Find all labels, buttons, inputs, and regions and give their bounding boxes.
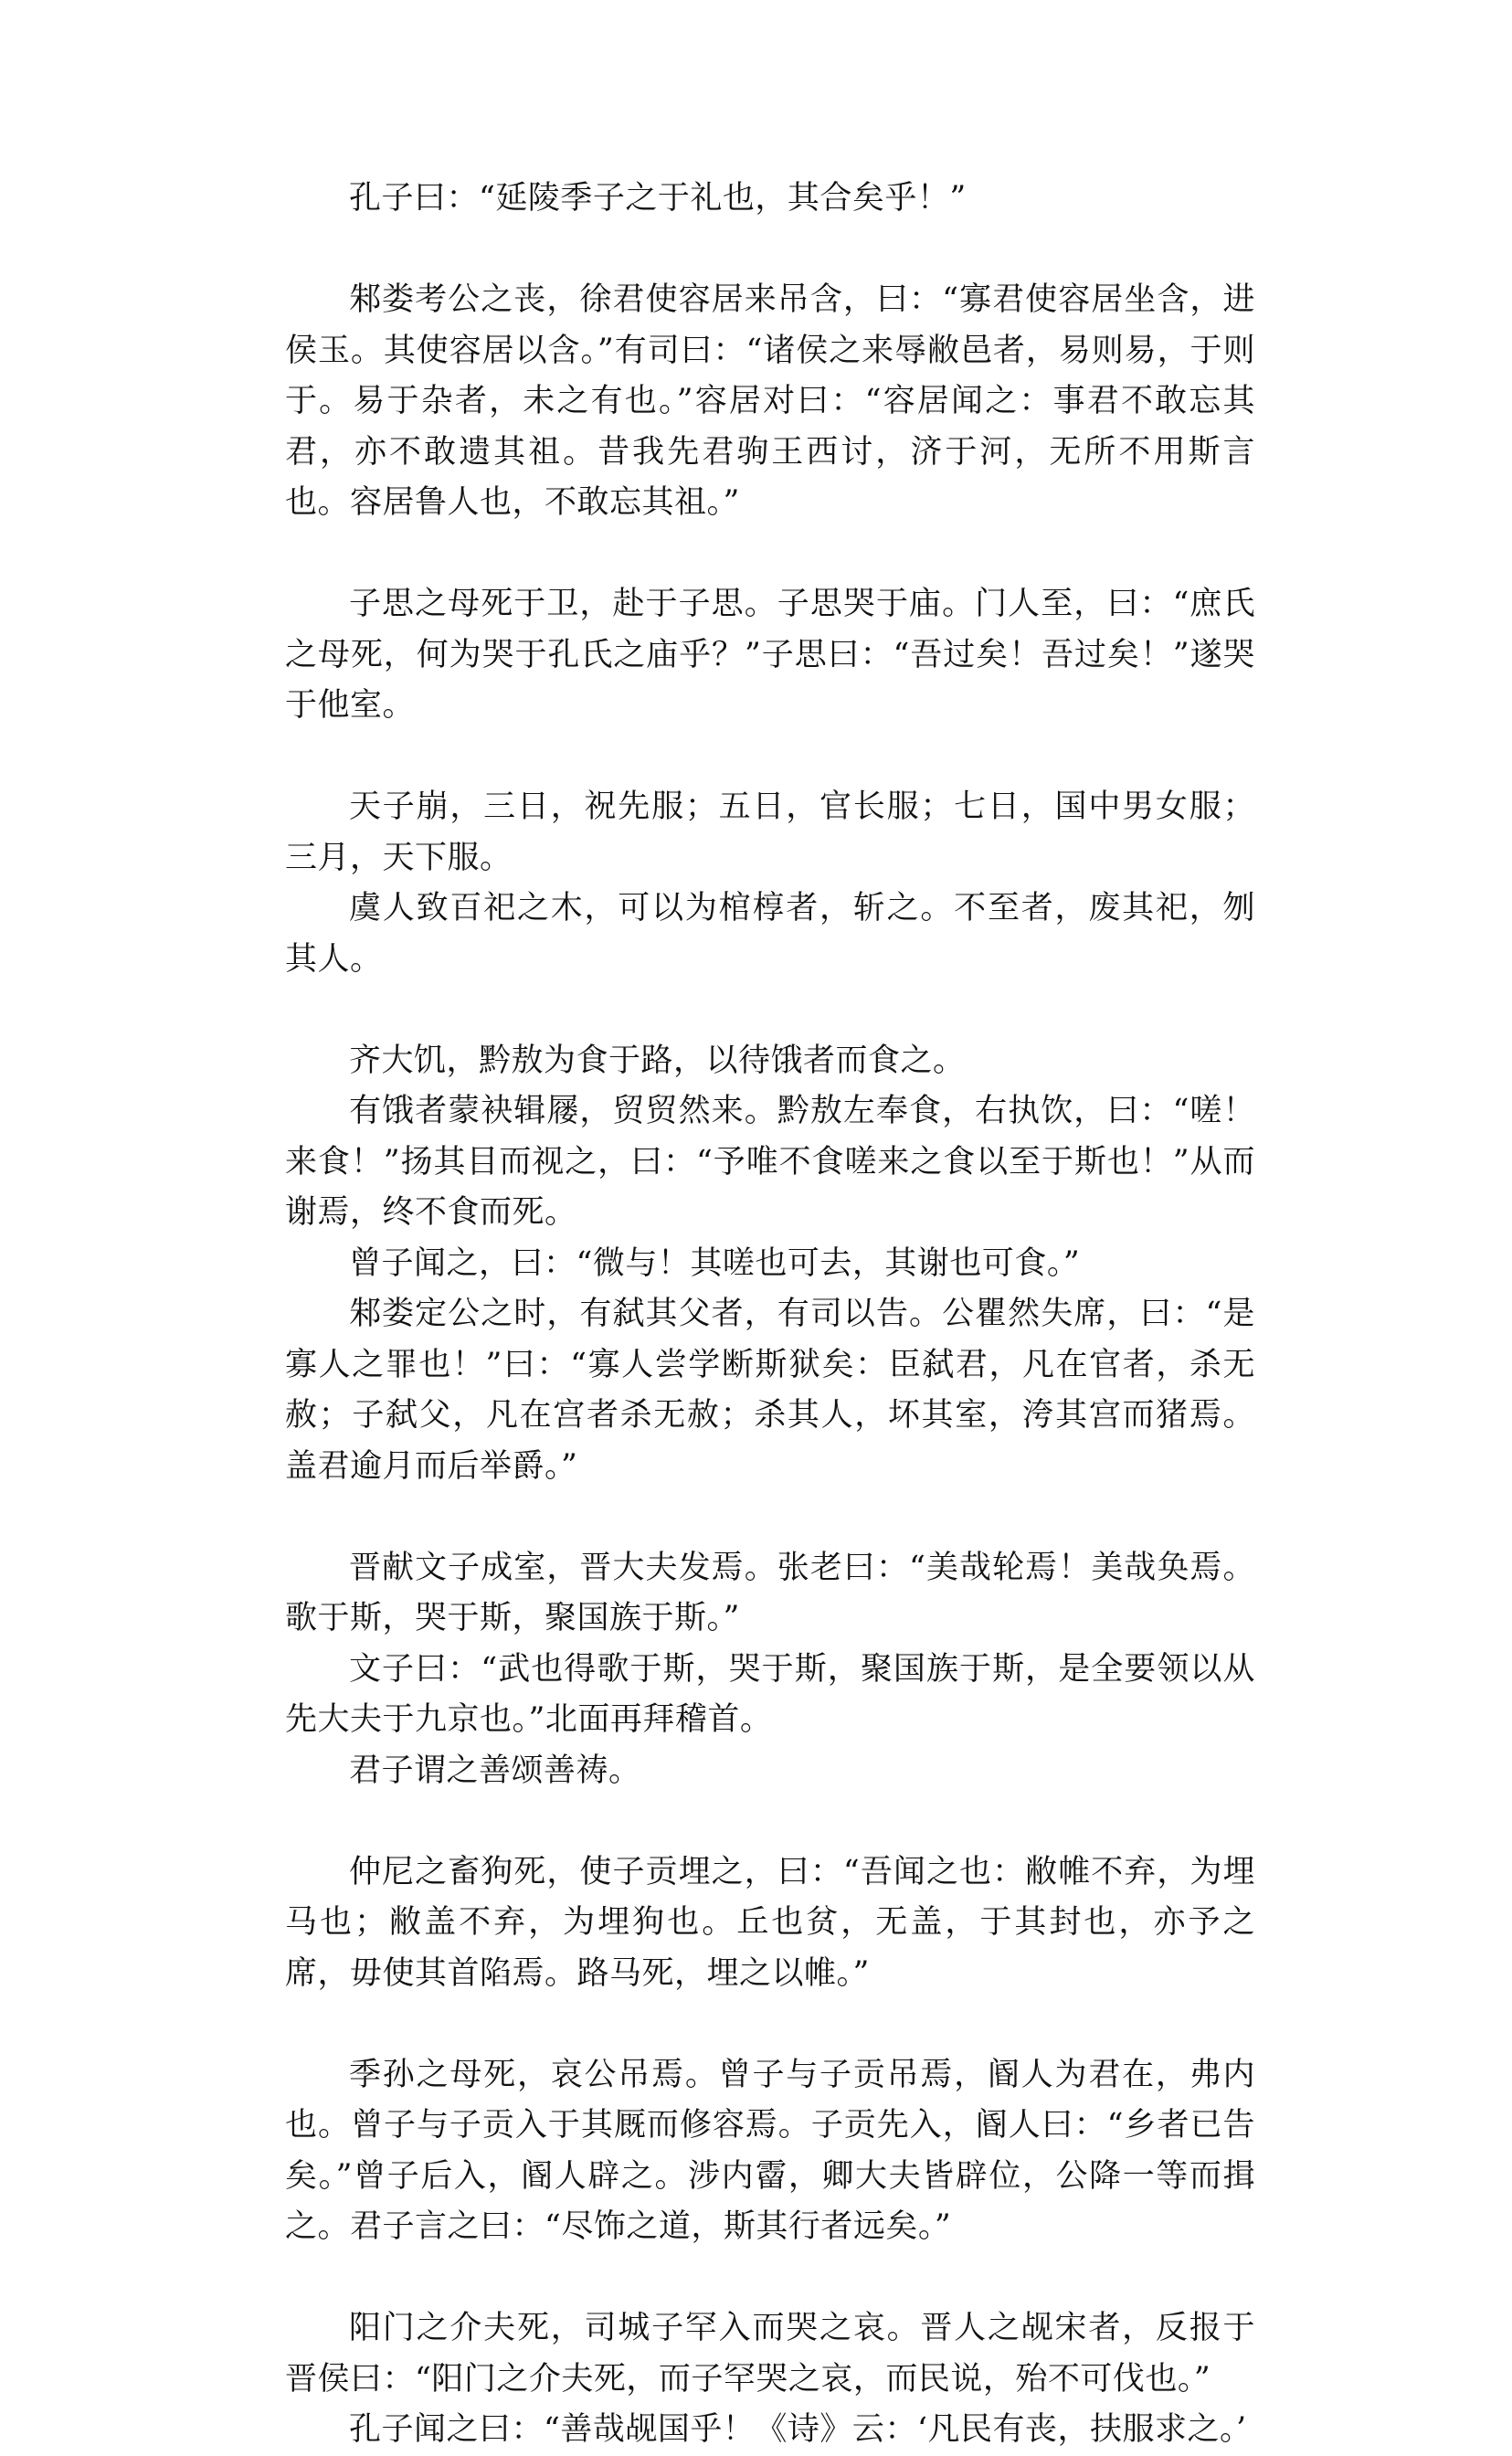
- paragraph: 孔子曰：“延陵季子之于礼也，其合矣乎！”: [349, 180, 967, 217]
- paragraph: 邾娄考公之丧，徐君使容居来吊含，曰：“寡君使容居坐含，进侯玉。其使容居以含。”有司曰：“诸侯之来辱敝邑者，易则易，于则于。易于杂者，未之有也。”容居对曰：“容居闻之：事君不敢忘其君，亦不敢遗其祖。昔我先君驹王西讨，济于河，无所不用斯言也。容居鲁人也，不敢忘其祖。”: [285, 281, 1255, 521]
- document-page: [285, 174, 1255, 2456]
- paragraph: 齐大饥，黔敖为食于路，以待饿者而食之。: [349, 1042, 966, 1079]
- paragraph: 子思之母死于卫，赴于子思。子思哭于庙。门人至，曰：“庶氏之母死，何为哭于孔氏之庙乎？”子思曰：“吾过矣！吾过矣！”遂哭于他室。: [285, 586, 1255, 724]
- paragraph: 邾娄定公之时，有弑其父者，有司以告。公瞿然失席，曰：“是寡人之罪也！”曰：“寡人尝学断斯狱矣：臣弑君，凡在官者，杀无赦；子弑父，凡在宫者杀无赦；杀其人，坏其室，洿其宫而猪焉。盖君逾月而后举爵。”: [285, 1296, 1255, 1485]
- paragraph: 有饿者蒙袂辑屦，贸贸然来。黔敖左奉食，右执饮，曰：“嗟！来食！”扬其目而视之，曰：“予唯不食嗟来之食以至于斯也！”从而谢焉，终不食而死。: [285, 1093, 1255, 1231]
- paragraph: 晋献文子成室，晋大夫发焉。张老曰：“美哉轮焉！美哉奂焉。歌于斯，哭于斯，聚国族于斯。”: [285, 1549, 1255, 1636]
- paragraph: 阳门之介夫死，司城子罕入而哭之哀。晋人之觇宋者，反报于晋侯曰：“阳门之介夫死，而子罕哭之哀，而民说，殆不可伐也。”: [285, 2310, 1255, 2398]
- paragraph: 文子曰：“武也得歌于斯，哭于斯，聚国族于斯，是全要领以从先大夫于九京也。”北面再拜稽首。: [285, 1650, 1255, 1738]
- paragraph: 曾子闻之，曰：“微与！其嗟也可去，其谢也可食。”: [349, 1244, 1081, 1282]
- paragraph: 虞人致百祀之木，可以为棺椁者，斩之。不至者，废其祀，刎其人。: [285, 890, 1255, 978]
- paragraph: 孔子闻之曰：“善哉觇国乎！《诗》云：‘凡民有丧，扶服求之。’: [349, 2411, 1247, 2448]
- paragraph: 君子谓之善颂善祷。: [349, 1752, 641, 1789]
- paragraph: 仲尼之畜狗死，使子贡埋之，曰：“吾闻之也：敝帷不弃，为埋马也；敝盖不弃，为埋狗也。丘也贫，无盖，于其封也，亦予之席，毋使其首陷焉。路马死，埋之以帷。”: [285, 1853, 1255, 1992]
- paragraph: 季孙之母死，哀公吊焉。曾子与子贡吊焉，阍人为君在，弗内也。曾子与子贡入于其厩而修容焉。子贡先入，阍人曰：“乡者已告矣。”曾子后入，阍人辟之。涉内霤，卿大夫皆辟位，公降一等而揖之。君子言之曰：“尽饰之道，斯其行者远矣。”: [285, 2056, 1255, 2245]
- paragraph: 天子崩，三日，祝先服；五日，官长服；七日，国中男女服；三月，天下服。: [285, 789, 1255, 876]
